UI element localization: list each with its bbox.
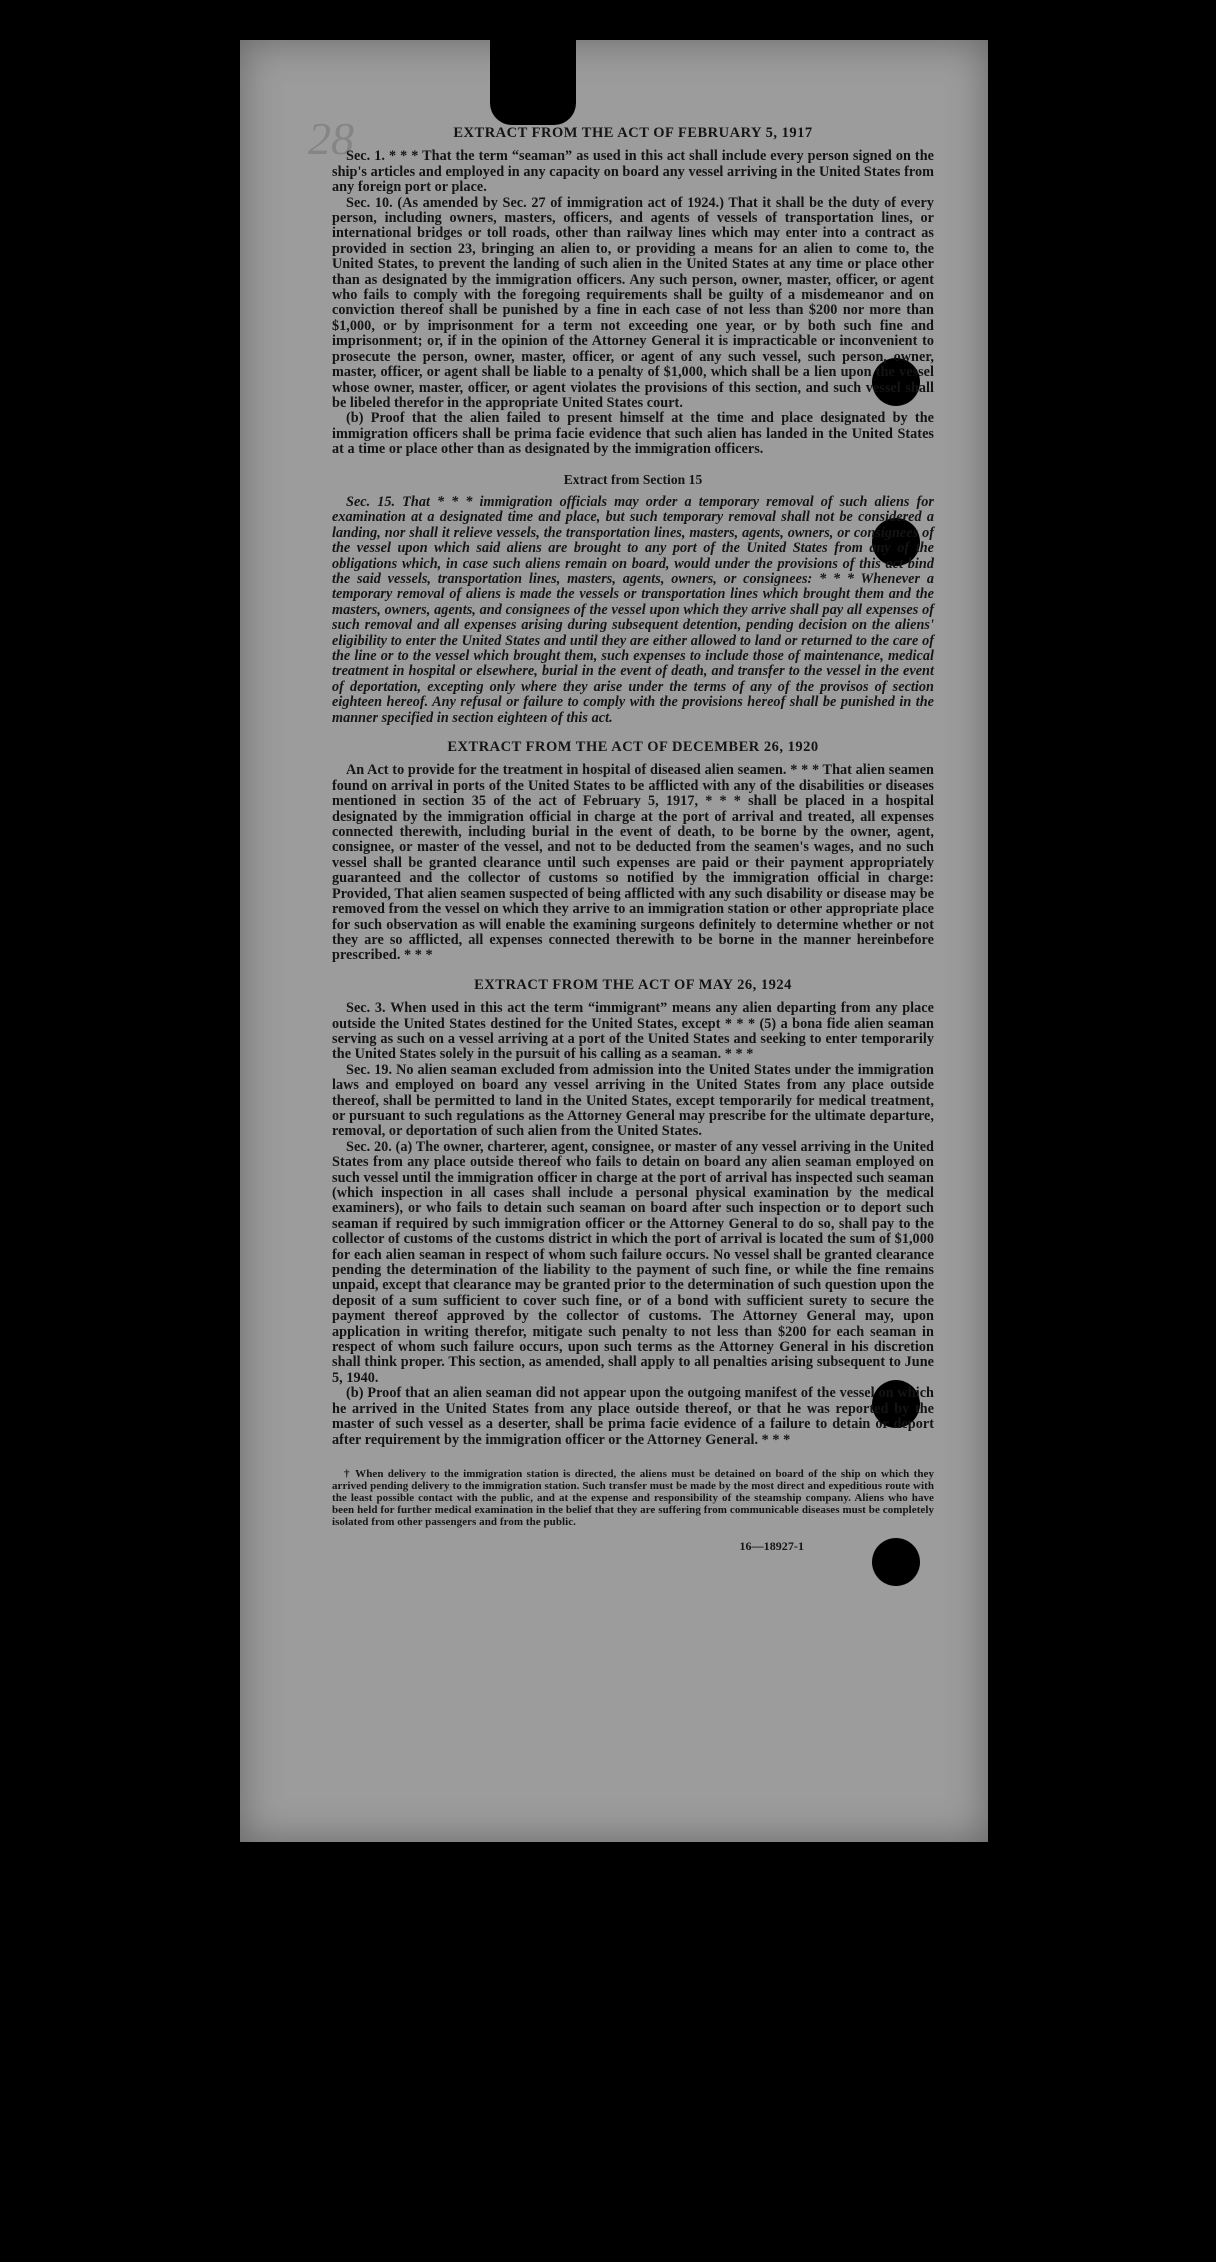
section-10-b: (b) Proof that the alien failed to present himself at the time and place designated by the immigration officers shall be prima facie evidence that such alien has landed in the United States at a time or place other than as designated by the immigration officers. xyxy=(332,410,934,458)
section-20-b: (b) Proof that an alien seaman did not appear upon the outgoing manifest of the vessel on which he arrived in the United States from any place outside thereof, or that he was reported by the master of such vessel as a deserter, shall be prima facie evidence of a failure to detain or deport after requirement by the immigration officer or the Attorney General. * * * xyxy=(332,1385,934,1448)
section-10: Sec. 10. (As amended by Sec. 27 of immigration act of 1924.) That it shall be the duty of every person, including owners, masters, officers, and agents of vessels of transportation lines, or international bridges or toll roads, other than railway lines which may enter into a contract as provided in section 23, bringing an alien to, or providing a means for an alien to come to, the United States, to prevent the landing of such alien in the United States at any time or place other than as designated by the immigration officers. Any such person, owner, master, officer, or agent who fails to comply with the foregoing requirements shall be guilty of a misdemeanor and on conviction thereof shall be punished by a fine in each case of not less than $200 nor more than $1,000, or by imprisonment for a term not exceeding one year, or by both such fine and imprisonment; or, if in the opinion of the Attorney General it is impracticable or inconvenient to prosecute the person, owner, master, officer, or agent of any such vessel, such person, owner, master, officer, or agent shall be liable to a penalty of $1,000, which shall be a lien upon the vessel whose owner, master, officer, or agent violates the provisions of this section, and such vessel shall be libeled therefor in the appropriate United States court. xyxy=(332,194,934,411)
section-1: Sec. 1. * * * That the term “seaman” as used in this act shall include every person signed on the ship's articles and employed in any capacity on board any vessel arriving in the United States from any foreign port or place. xyxy=(332,148,934,196)
heading-act-1920: EXTRACT FROM THE ACT OF DECEMBER 26, 1920 xyxy=(447,739,819,756)
heading-act-1917: EXTRACT FROM THE ACT OF FEBRUARY 5, 1917 xyxy=(453,125,813,141)
section-3: Sec. 3. When used in this act the term “immigrant” means any alien departing from any place outside the United States destined for the United States, except * * * (5) a bona fide alien seaman serving as such on a vessel arriving at a port of the United States and seeking to enter temporarily the United States solely in the pursuit of his calling as a seaman. * * * xyxy=(332,1000,934,1063)
section-19: Sec. 19. No alien seaman excluded from admission into the United States under the immigration laws and employed on board any vessel arriving in the United States from any place outside thereof, shall be permitted to land in the United States, except temporarily for medical treatment, or pursuant to such regulations as the Attorney General may prescribe for the ultimate departure, removal, or deportation of such alien from the United States. xyxy=(332,1061,934,1140)
section-20-a: Sec. 20. (a) The owner, charterer, agent, consignee, or master of any vessel arriving in the United States from any place outside thereof who fails to detain on board any alien seaman employed on such vessel until the immigration officer in charge at the port of arrival has inspected such seaman (which inspection in all cases shall include a personal physical examination by the medical examiners), or who fails to detain such seaman on board after such inspection or to deport such seaman if required by such immigration officer or the Attorney General to do so, shall pay to the collector of customs of the customs district in which the port of arrival is located the sum of $1,000 for each alien seaman in respect of whom such failure occurs. No vessel shall be granted clearance pending the determination of the liability to the payment of such fine, or while the fine remains unpaid, except that clearance may be granted prior to the determination of such question upon the deposit of a sum sufficient to cover such fine, or of a bond with sufficient surety to secure the payment thereof approved by the collector of customs. The Attorney General may, upon application in writing therefor, mitigate such penalty to not less than $200 for each seaman in respect of whom such failure occurs, upon such terms as the Attorney General in his discretion shall think proper. This section, as amended, shall apply to all penalties arising subsequent to June 5, 1940. xyxy=(332,1138,934,1386)
footnote: † When delivery to the immigration station is directed, the aliens must be detained on board of the ship on which they arrived pending delivery to the immigration station. Such transfer must be made by the most direct and expeditious route with the least possible contact with the public, and at the expense and responsibility of the steamship company. Aliens who have been held for further medical examination in the belief that they are suffering from communicable diseases must be completely isolated from other passengers and from the public. xyxy=(332,1467,934,1528)
heading-act-1924: EXTRACT FROM THE ACT OF MAY 26, 1924 xyxy=(474,976,792,993)
section-15: Sec. 15. That * * * immigration officials may order a temporary removal of such aliens for examination at a designated time and place, but such temporary removal shall not be considered a landing, nor shall it relieve vessels, the transportation lines, masters, agents, owners, or consignees of the vessel upon which said aliens are brought to any port of the United States from any of the obligations which, in case such aliens remain on board, would under the provisions of this act bind the said vessels, transportation lines, masters, agents, owners, or consignees: * * * Whenever a temporary removal of aliens is made the vessels or transportation lines which brought them and the masters, owners, agents, and consignees of the vessel upon which they arrive shall pay all expenses of such removal and all expenses arising during subsequent detention, pending decision on the aliens' eligibility to enter the United States and until they are either allowed to land or returned to the care of the line or to the vessel which brought them, such expenses to include those of maintenance, medical treatment in hospital or elsewhere, burial in the event of death, and transfer to the vessel in the event of deportation, excepting only where they arise under the terms of any of the provisos of section eighteen hereof. Any refusal or failure to comply with the provisions hereof shall be punished in the manner specified in section eighteen of this act. xyxy=(332,493,934,726)
page-mark: 28 xyxy=(308,113,354,164)
torn-edge xyxy=(490,35,576,125)
heading-section-15: Extract from Section 15 xyxy=(563,471,703,487)
act-1920-text: An Act to provide for the treatment in hospital of diseased alien seamen. * * * That alien seamen found on arrival in ports of the United States to be afflicted with any of the disabilities or diseases mentioned in section 35 of the act of February 5, 1917, * * * shall be placed in a hospital designated by the immigration official in charge at the port of arrival and treated, all expenses connected therewith, including burial in the event of death, to be borne by the owner, agent, consignee, or master of the vessel, and not to be deducted from the seamen's wages, and no such vessel shall be granted clearance until such expenses are paid or their payment appropriately guaranteed and the collector of customs so notified by the immigration official in charge: Provided, That alien seamen suspected of being afflicted with any such disability or disease may be removed from the vessel on which they arrive to an immigration station or other appropriate place for such observation as will enable the examining surgeons definitely to determine whether or not they are so afflicted, all expenses connected therewith to be borne in the manner hereinbefore prescribed. * * * xyxy=(332,762,934,964)
document-page xyxy=(240,40,988,1842)
print-code: 16—18927-1 xyxy=(739,1538,804,1553)
document-body xyxy=(332,126,934,1554)
